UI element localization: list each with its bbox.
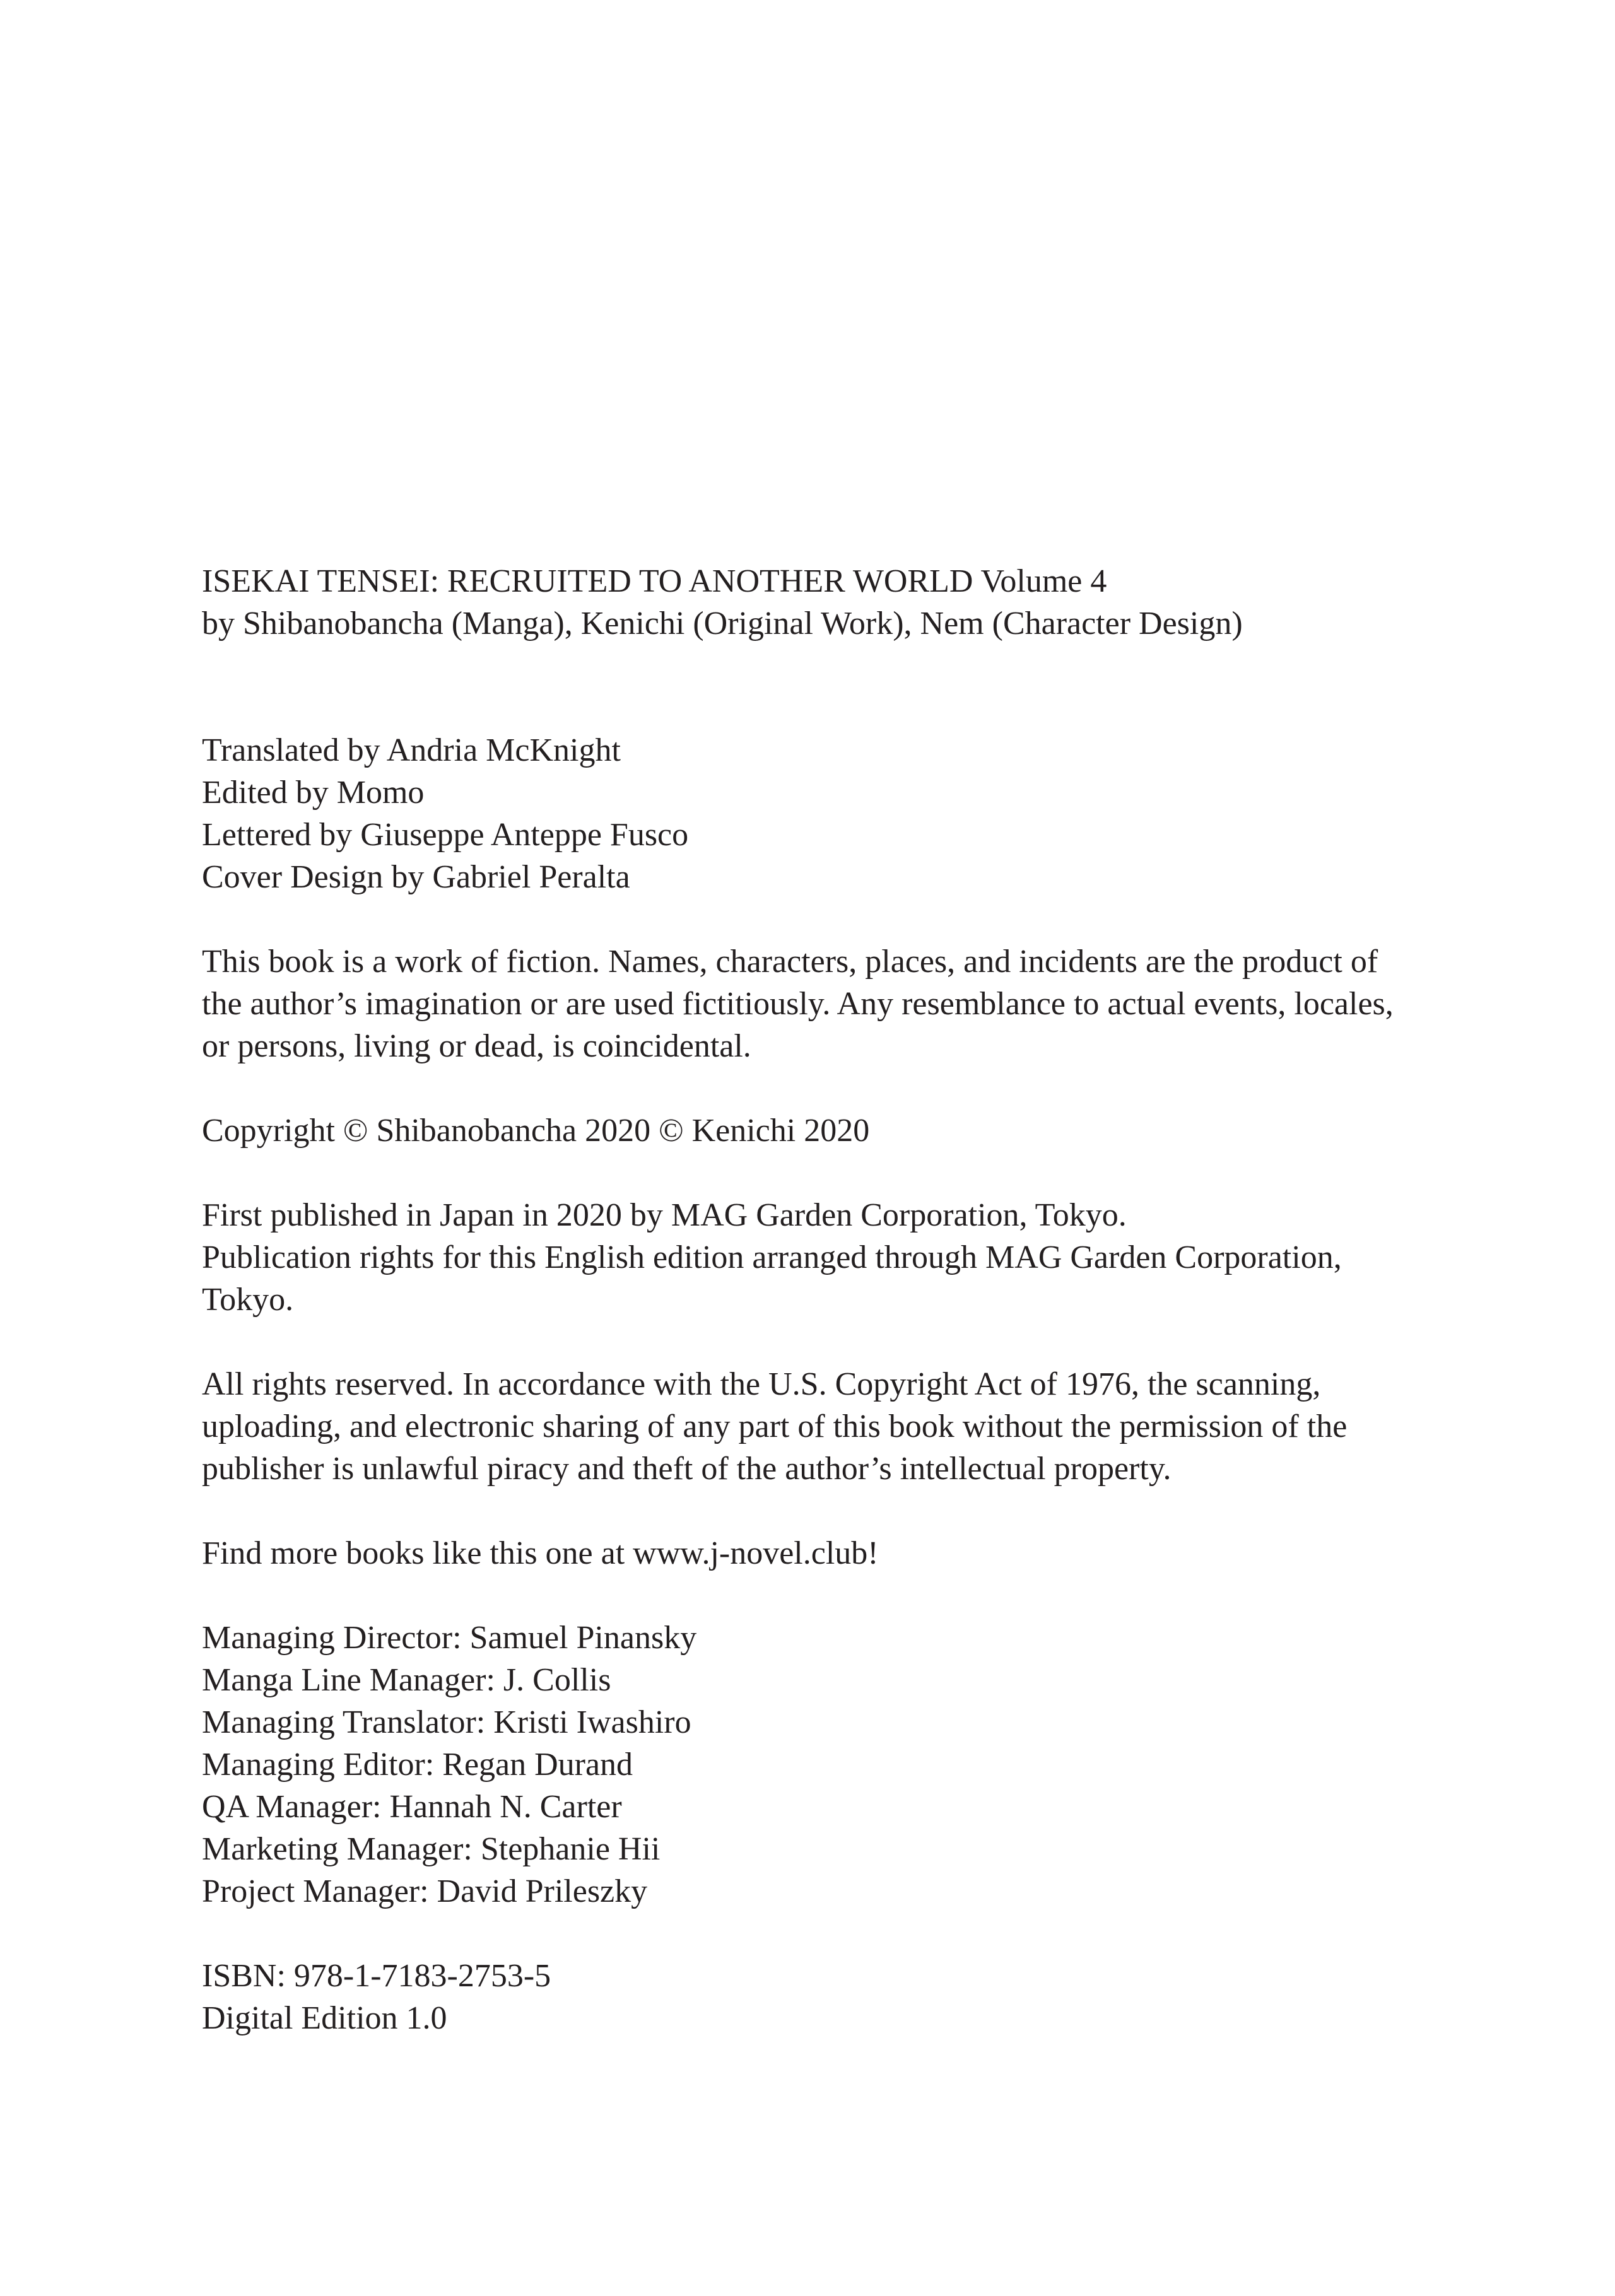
fiction-notice-line: or persons, living or dead, is coincidental. <box>202 1028 751 1064</box>
staff-line: Managing Director: Samuel Pinansky <box>202 1620 697 1656</box>
staff-line: Marketing Manager: Stephanie Hii <box>202 1831 661 1867</box>
fiction-notice <box>202 940 1514 1067</box>
copyright-line: Copyright © Shibanobancha 2020 © Kenichi 2020 <box>202 1113 870 1149</box>
credits-block <box>202 729 1514 898</box>
byline: by Shibanobancha (Manga), Kenichi (Original Work), Nem (Character Design) <box>202 606 1243 641</box>
find-more-line: Find more books like this one at www.j-novel.club! <box>202 1535 879 1571</box>
staff-line: Managing Translator: Kristi Iwashiro <box>202 1704 691 1740</box>
title-block <box>202 560 1514 645</box>
publication-line: First published in Japan in 2020 by MAG Garden Corporation, Tokyo. <box>202 1197 1127 1233</box>
rights-line: All rights reserved. In accordance with the U.S. Copyright Act of 1976, the scanning, <box>202 1366 1321 1402</box>
staff-line: Managing Editor: Regan Durand <box>202 1747 633 1783</box>
staff-line: QA Manager: Hannah N. Carter <box>202 1789 622 1825</box>
publication-block <box>202 1194 1514 1321</box>
page-content <box>202 560 1514 2039</box>
edition-line: Digital Edition 1.0 <box>202 2000 447 2036</box>
fiction-notice-line: the author’s imagination or are used fictitiously. Any resemblance to actual events, locales, <box>202 986 1394 1022</box>
staff-line: Manga Line Manager: J. Collis <box>202 1662 611 1698</box>
rights-line: publisher is unlawful piracy and theft of the author’s intellectual property. <box>202 1451 1172 1487</box>
credit-line: Translated by Andria McKnight <box>202 732 621 768</box>
book-title: ISEKAI TENSEI: RECRUITED TO ANOTHER WORLD Volume 4 <box>202 563 1107 599</box>
isbn-line: ISBN: 978-1-7183-2753-5 <box>202 1958 551 1994</box>
publication-line: Publication rights for this English edition arranged through MAG Garden Corporation, <box>202 1239 1342 1275</box>
credit-line: Lettered by Giuseppe Anteppe Fusco <box>202 817 689 853</box>
credit-line: Edited by Momo <box>202 775 425 811</box>
rights-block <box>202 1363 1514 1490</box>
staff-line: Project Manager: David Prileszky <box>202 1873 648 1909</box>
credit-line: Cover Design by Gabriel Peralta <box>202 859 630 895</box>
publication-line: Tokyo. <box>202 1282 294 1318</box>
fiction-notice-line: This book is a work of fiction. Names, characters, places, and incidents are the product of <box>202 944 1378 980</box>
find-more-block <box>202 1532 1514 1574</box>
staff-block <box>202 1617 1514 1912</box>
rights-line: uploading, and electronic sharing of any part of this book without the permission of the <box>202 1409 1348 1444</box>
copyright-block <box>202 1110 1514 1152</box>
isbn-block <box>202 1955 1514 2039</box>
